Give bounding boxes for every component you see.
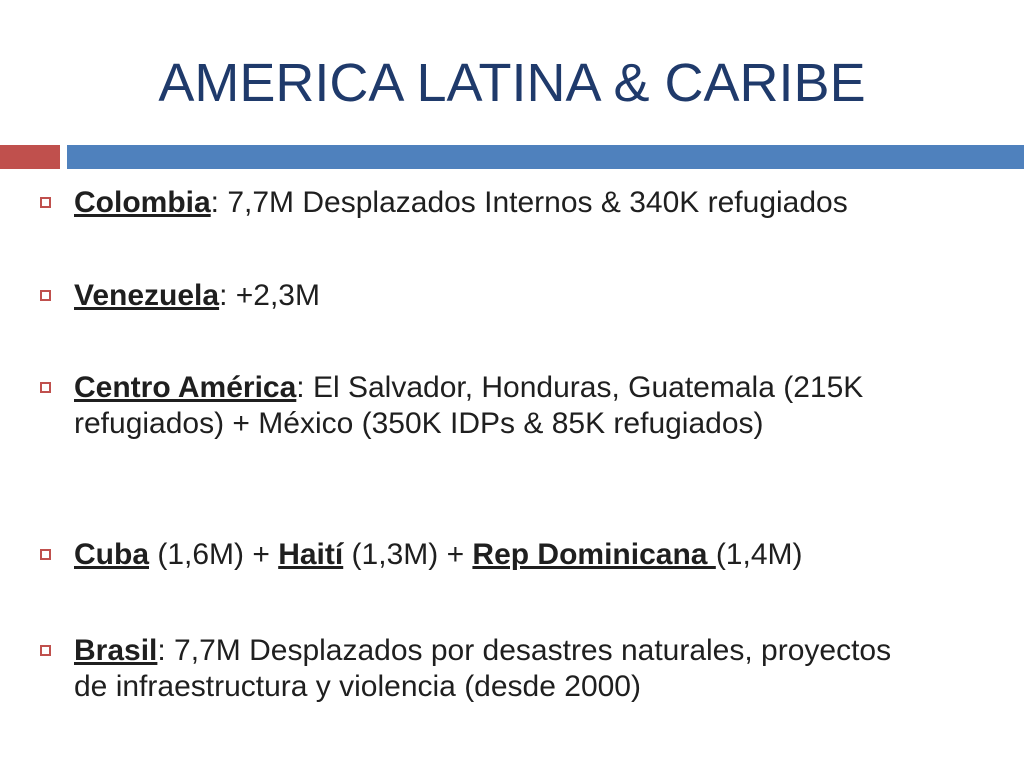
bullet-detail: : 7,7M Desplazados Internos & 340K refugiados — [210, 186, 848, 219]
bullet-label: Centro América — [74, 371, 297, 404]
bullet-detail-cuba: (1,6M) + — [149, 538, 279, 571]
square-bullet-icon — [40, 549, 51, 560]
bullet-text — [74, 370, 904, 442]
bullet-label-haiti: Haití — [278, 538, 344, 571]
bullet-label: Venezuela — [74, 279, 220, 312]
square-bullet-icon — [40, 382, 51, 393]
bullet-detail: : +2,3M — [219, 279, 320, 312]
accent-bar-red — [0, 145, 60, 169]
bullet-label: Colombia — [74, 186, 211, 219]
square-bullet-icon — [40, 645, 51, 656]
bullet-detail: : 7,7M Desplazados por desastres naturales, proyectos de infraestructura y violencia (desde 2000) — [74, 634, 892, 703]
accent-bar-blue — [67, 145, 1024, 169]
bullet-label-cuba: Cuba — [74, 538, 149, 571]
bullet-text — [74, 185, 974, 221]
bullet-label-rep-dominicana: Rep Dominicana — [472, 538, 716, 571]
square-bullet-icon — [40, 290, 51, 301]
bullet-text — [74, 537, 974, 573]
bullet-label: Brasil — [74, 634, 158, 667]
square-bullet-icon — [40, 197, 51, 208]
slide-title: AMERICA LATINA & CARIBE — [158, 53, 866, 113]
bullet-detail-haiti: (1,3M) + — [343, 538, 473, 571]
bullet-text — [74, 278, 974, 314]
bullet-detail: : El Salvador, Honduras, Guatemala (215K refugiados) + México (350K IDPs & 85K refugiados) — [74, 371, 864, 440]
bullet-detail-rep-dominicana: (1,4M) — [715, 538, 803, 571]
bullet-text — [74, 633, 924, 705]
